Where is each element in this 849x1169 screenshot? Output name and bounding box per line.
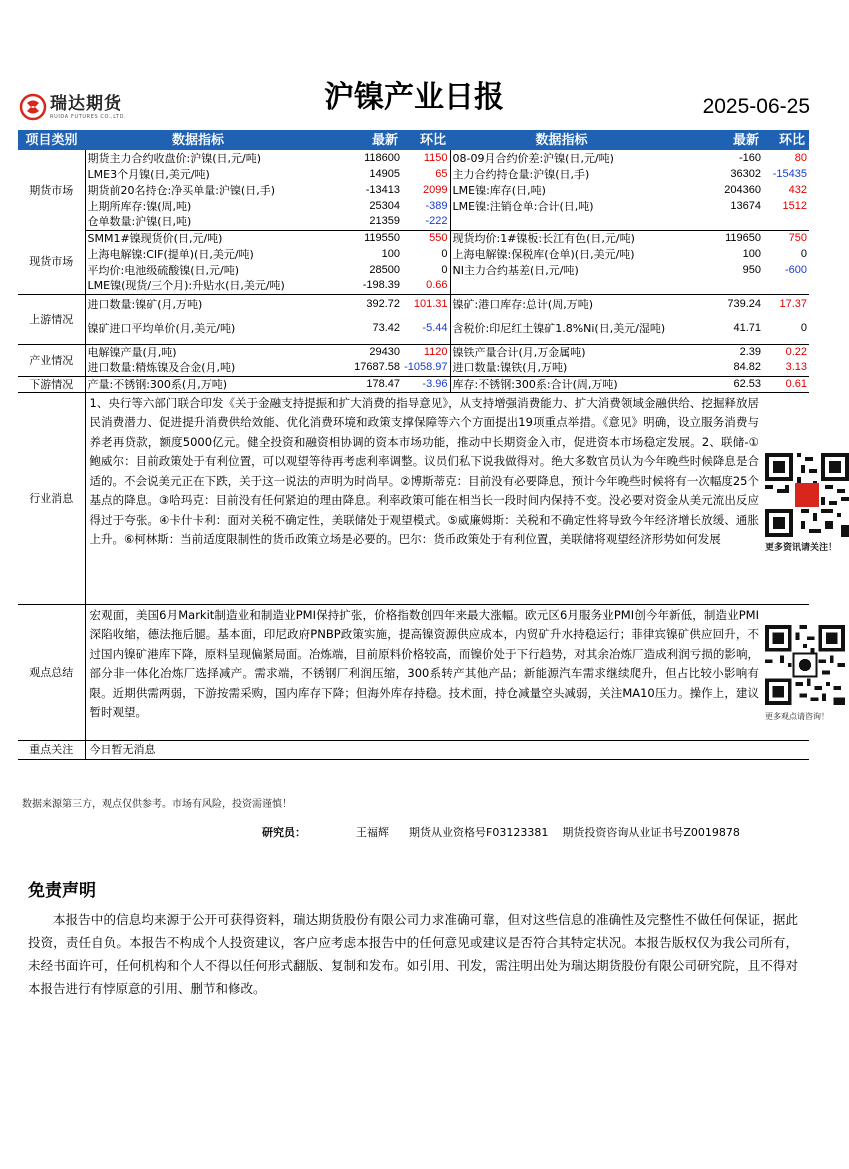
researcher-name: 王福辉 [356,826,389,839]
latest-value: 13674 [730,199,761,212]
col-header-indicator: 数据指标 [85,130,311,150]
change-value: -15435 [772,167,807,180]
table-row [18,262,809,278]
change-value: 0.66 [402,278,450,294]
latest-value: 119550 [364,231,400,244]
indicator-name: 库存:不锈钢:300系:合计(周,万吨) [450,376,673,392]
latest-value: 204360 [724,183,761,196]
latest-value: -160 [738,151,761,164]
table-row [18,246,809,262]
indicator-name [450,278,673,294]
indicator-name: 产量:不锈钢:300系(月,万吨) [85,376,311,392]
report-header [18,78,810,128]
latest-value: 392.72 [366,297,400,310]
change-value: 0 [402,262,450,278]
table-row [18,376,809,392]
indicator-name: 上海电解镍:保税库(仓单)(日,美元/吨) [452,247,635,261]
latest-value: 100 [742,247,761,260]
report-title: 沪镍产业日报 [324,80,504,115]
indicator-name: NI主力合约基差(日,元/吨) [452,263,579,277]
table-row [18,314,809,344]
indicator-name: 平均价:电池级硫酸镍(日,元/吨) [87,263,239,277]
latest-value: 84.82 [673,360,763,376]
category-spot: 现货市场 [18,230,85,294]
change-value: 1512 [782,199,807,212]
consulting-license-number: 期货投资咨询从业证书号Z0019878 [562,826,740,839]
indicator-name: 仓单数量:沪镍(日,吨) [85,214,311,230]
indicator-name: 进口数量:精炼镍及合金(月,吨) [85,360,311,376]
col-header-change: 环比 [763,130,809,150]
latest-value: 29430 [369,345,400,358]
col-header-category: 项目类别 [18,130,85,150]
indicator-name: 主力合约持仓量:沪镍(日,手) [452,167,590,181]
change-value: 550 [402,230,450,246]
latest-value: 178.47 [311,376,402,392]
industry-news-text: 1、央行等六部门联合印发《关于金融支持提振和扩大消费的指导意见》，从支持增强消费能力、扩大消费领域金融供给、挖掘释放居民消费潜力、促进提升消费供给效能、优化消费环境和政策支撑保障等六个方面提出19项重点举措。《意见》明确，设立服务消费与养老再贷款，额度5000亿元。健全投资和融资相协调的资本市场功能，推动中长期资金入市，促进资本市场稳定发展。2、联储-①鲍威尔：目前政策处于有利位置，可以观望等待再考虑利率调整。议员们私下说我做得对。绝大多数官员认为今年晚些时候降息是合适的。不会说美元正在下跌，关于这一说法的声明为时尚早。②博斯蒂克：目前没有必要降息，预计今年晚些时候将有一次幅度25个基点的降息。③哈玛克：目前没有任何紧迫的理由降息。利率政策可能在相当长一段时间内保持不变。没必要对资金从美元流出反应得过于夸张。④卡什卡利：面对关税不确定性，美联储处于观望模式。⑤威廉姆斯：关税和不确定性将导致今年经济增长放缓、通胀上升。⑥柯林斯：当前适度限制性的货币政策立场是必要的。巴尔：货币政策处于有利位置，美联储将观望经济形势如何发展 [85,392,763,604]
indicator-name: 含税价:印尼红土镍矿1.8%Ni(日,美元/湿吨) [450,314,673,344]
latest-value [673,278,763,294]
table-row [18,278,809,294]
indicator-name: 电解镍产量(月,吨) [87,345,177,359]
change-value: -3.96 [402,376,450,392]
latest-value: -198.39 [311,278,402,294]
category-focus: 重点关注 [18,740,85,759]
logo-english-name: RUIDA FUTURES CO.,LTD. [50,114,127,120]
latest-value: 100 [381,247,400,260]
latest-value: 25304 [369,199,400,212]
qr-code-icon [765,453,849,537]
table-row [18,198,809,214]
latest-value: 73.42 [311,314,402,344]
change-value: -5.44 [402,314,450,344]
table-row [18,392,809,604]
researcher-info [262,824,754,840]
change-value: 1120 [402,344,450,360]
table-header-row [18,130,809,150]
category-view: 观点总结 [18,604,85,740]
change-value: 432 [788,183,807,196]
indicator-name: LME镍:库存(日,吨) [452,183,546,197]
latest-value: 2.39 [739,345,761,358]
indicator-name: 08-09月合约价差:沪镍(日,元/吨) [452,151,614,165]
change-value: 65 [402,166,450,182]
table-row [18,230,809,246]
table-row [18,740,809,759]
change-value: 1150 [402,150,450,166]
indicator-name: LME镍(现货/三个月):升贴水(日,美元/吨) [85,278,311,294]
focus-text: 今日暂无消息 [85,740,809,759]
view-summary-text: 宏观面，美国6月Markit制造业和制造业PMI保持扩张，价格指数创四年来最大涨幅。欧元区6月服务业PMI创今年新低，制造业PMI深陷收缩，德法拖后腿。基本面，印尼政府PNBP政策实施，提高镍资源供应成本，内贸矿升水持稳运行；菲律宾镍矿供应回升，不过国内镍矿港库下降，原料呈现偏紧局面。冶炼端，目前原料价格较高，而镍价处于下行趋势，对其余冶炼厂造成利润亏损的影响，部分非一体化冶炼厂选择减产。需求端，不锈钢厂利润压缩，300系转产其他产品；新能源汽车需求继续爬升，但占比较小影响有限。近期供需两弱，下游按需采购，国内库存下降；但海外库存持稳。技术面，持仓减量空头减弱，关注MA10压力。操作上，建议暂时观望。 [85,604,763,740]
qualification-number: 期货从业资格号F03123381 [409,826,549,839]
change-value: 0 [763,314,809,344]
indicator-name: 镍矿进口平均单价(月,美元/吨) [85,314,311,344]
indicator-name: 期货主力合约收盘价:沪镍(日,元/吨) [87,151,261,165]
indicator-name: SMM1#镍现货价(日,元/吨) [87,231,223,245]
indicator-name: 上海电解镍:CIF(提单)(日,美元/吨) [87,247,254,261]
col-header-latest: 最新 [673,130,763,150]
table-row [18,604,809,740]
latest-value: 14905 [369,167,400,180]
change-value: -1058.97 [402,360,450,376]
table-row [18,360,809,376]
table-row [18,214,809,230]
report-date: 2025-06-25 [702,95,810,118]
latest-value: -13413 [365,183,400,196]
researcher-label: 研究员： [262,826,306,839]
change-value: 101.31 [402,294,450,314]
change-value: 0.22 [785,345,807,358]
change-value: -600 [784,263,807,276]
indicator-name: 现货均价:1#镍板:长江有色(日,元/吨) [452,231,635,245]
disclaimer-body: 本报告中的信息均来源于公开可获得资料，瑞达期货股份有限公司力求准确可靠，但对这些信息的准确性及完整性不做任何保证，据此投资，责任自负。本报告不构成个人投资建议，客户应考虑本报告中的任何意见或建议是否符合其特定状况。本报告版权仅为我公司所有，未经书面许可，任何机构和个人不得以任何形式翻版、复制和发布。如引用、刊发，需注明出处为瑞达期货股份有限公司研究院，且不得对本报告进行有悖原意的引用、删节和修改。 [28,912,798,996]
change-value: 750 [788,231,807,244]
indicator-name: 镍铁产量合计(月,万金属吨) [452,345,586,359]
change-value: 17.37 [779,297,807,310]
data-source-note: 数据来源第三方，观点仅供参考。市场有风险，投资需谨慎！ [22,799,292,810]
latest-value: 739.24 [727,297,761,310]
indicator-name: LME镍:注销仓单:合计(日,吨) [452,199,594,213]
indicator-name: LME3个月镍(日,美元/吨) [87,167,210,181]
table-row [18,182,809,198]
latest-value: 119650 [725,231,761,244]
indicator-name: 镍矿:港口库存:总计(周,万吨) [452,297,593,311]
change-value: 0 [402,246,450,262]
category-futures: 期货市场 [18,150,85,230]
latest-value: 17687.58 [311,360,402,376]
change-value: -222 [402,214,450,230]
change-value: 80 [794,151,807,164]
table-row [18,166,809,182]
category-downstream: 下游情况 [18,376,85,392]
latest-value: 62.53 [673,376,763,392]
indicator-name: 期货前20名持仓:净买单量:沪镍(日,手) [87,183,275,197]
latest-value: 36302 [730,167,761,180]
qr-caption-view: 更多观点请咨询！ [765,711,829,721]
latest-value: 118600 [364,151,400,164]
qr-code-icon [765,625,845,705]
change-value [763,214,809,230]
latest-value: 21359 [311,214,402,230]
change-value: 0 [800,247,807,260]
change-value [763,278,809,294]
category-upstream: 上游情况 [18,294,85,344]
category-news: 行业消息 [18,392,85,604]
col-header-latest: 最新 [311,130,402,150]
indicator-name: 进口数量:镍铁(月,万吨) [450,360,673,376]
indicator-name: 上期所库存:镍(周,吨) [87,199,192,213]
qr-caption-news: 更多资讯请关注！ [765,542,838,553]
latest-value: 28500 [369,263,400,276]
change-value: -389 [402,198,450,214]
col-header-change: 环比 [402,130,450,150]
latest-value: 41.71 [673,314,763,344]
data-table [18,130,838,760]
indicator-name: 进口数量:镍矿(月,万吨) [87,297,203,311]
table-row [18,344,809,360]
table-row [18,294,809,314]
change-value: 3.13 [763,360,809,376]
indicator-name [450,214,673,230]
table-row [18,150,809,166]
change-value: 0.61 [763,376,809,392]
category-industry: 产业情况 [18,344,85,376]
change-value: 2099 [402,182,450,198]
logo-chinese-name: 瑞达期货 [50,94,122,114]
latest-value: 950 [742,263,761,276]
qr-block [763,392,838,604]
disclaimer-title: 免责声明 [28,881,96,901]
col-header-indicator: 数据指标 [450,130,673,150]
qr-block [763,604,829,740]
latest-value [673,214,763,230]
